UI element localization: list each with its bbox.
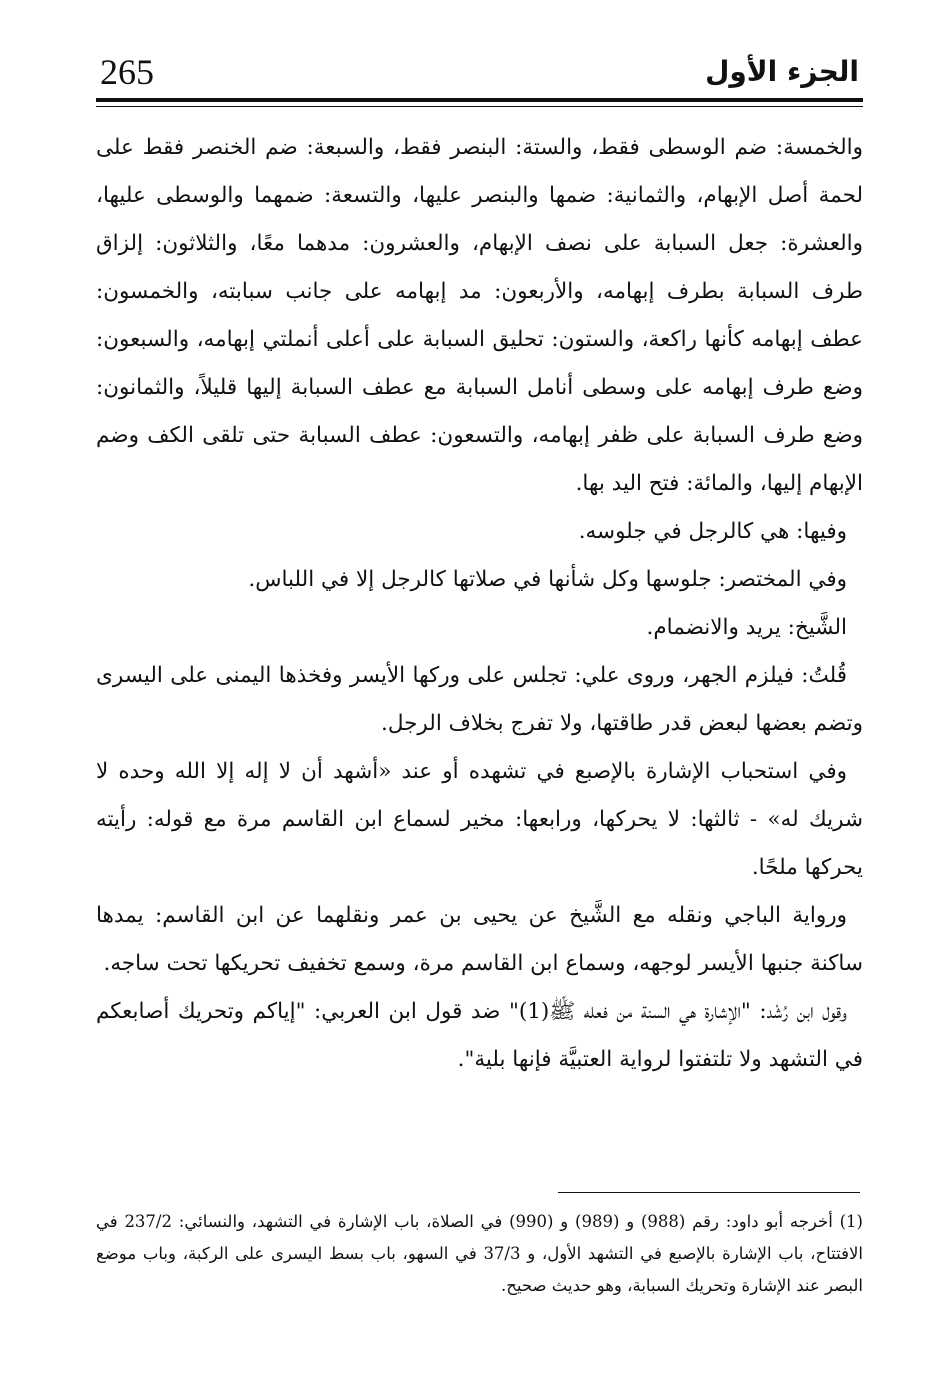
main-text [96, 124, 863, 1084]
paragraph: وفيها: هي كالرجل في جلوسه. [578, 519, 847, 544]
paragraph: وفي المختصر: جلوسها وكل شأنها في صلاتها كالرجل إلا في اللباس. [248, 567, 847, 592]
paragraph: ورواية الباجي ونقله مع الشَّيخ عن يحيى بن عمر ونقلهما عن ابن القاسم: يمدها ساكنة جنبها الأيسر لوجهه، وسماع ابن القاسم مرة، وسمع تخفيف تحريكها تحت ساجه. [96, 903, 863, 976]
footnote-separator [558, 1192, 860, 1193]
paragraph: قُلتُ: فيلزم الجهر، وروى علي: تجلس على وركها الأيسر وفخذها اليمنى على اليسرى وتضم بعضها لبعض قدر طاقتها، ولا تفرج بخلاف الرجل. [96, 663, 863, 736]
page-number: 265 [100, 52, 154, 92]
paragraph: وقول ابن رُشْد: "الإشارة هي السنة من فعله ﷺ(1)" ضد قول ابن العربي: "إياكم وتحريك أصابعكم في التشهد ولا تلتفتوا لرواية العتبيَّة فإنها بلية". [96, 999, 863, 1072]
header-rule-thin [96, 106, 863, 107]
header-rule-thick [96, 98, 863, 102]
footnote: (1) أخرجه أبو داود: رقم (988) و (989) و (990) في الصلاة، باب الإشارة في التشهد، والنسائي: 237/2 في الافتتاح، باب الإشارة بالإصبع في التشهد الأول، و 37/3 في السهو، باب بسط اليسرى على الركبة، وباب موضع البصر عند الإشارة وتحريك السبابة، وهو حديث صحيح. [96, 1212, 863, 1295]
paragraph: الشَّيخ: يريد والانضمام. [646, 615, 847, 640]
running-title: الجزء الأول [705, 55, 859, 88]
footnotes [96, 1206, 863, 1302]
paragraph: والخمسة: ضم الوسطى فقط، والستة: البنصر فقط، والسبعة: ضم الخنصر فقط على لحمة أصل الإبهام، والثمانية: ضمها والبنصر عليها، والتسعة: ضمهما والوسطى عليها، والعشرة: جعل السبابة على نصف الإبهام، والعشرون: مدهما معًا، والثلاثون: إلزاق طرف السبابة بطرف إبهامه، والأربعون: مد إبهامه على جانب سبابته، والخمسون: عطف إبهامه كأنها راكعة، والستون: تحليق السبابة على أعلى أنملتي إبهامه، والسبعون: وضع طرف إبهامه على وسطى أنامل السبابة مع عطف السبابة إليها قليلاً، والثمانون: وضع طرف السبابة على ظفر إبهامه، والتسعون: عطف السبابة حتى تلقى الكف وضم الإبهام إليها، والمائة: فتح اليد بها. [96, 135, 863, 496]
paragraph: وفي استحباب الإشارة بالإصبع في تشهده أو عند «أشهد أن لا إله إلا الله وحده لا شريك له» - ثالثها: لا يحركها، ورابعها: مخير لسماع ابن القاسم مرة مع قوله: رأيته يحركها ملحًا. [96, 759, 863, 880]
